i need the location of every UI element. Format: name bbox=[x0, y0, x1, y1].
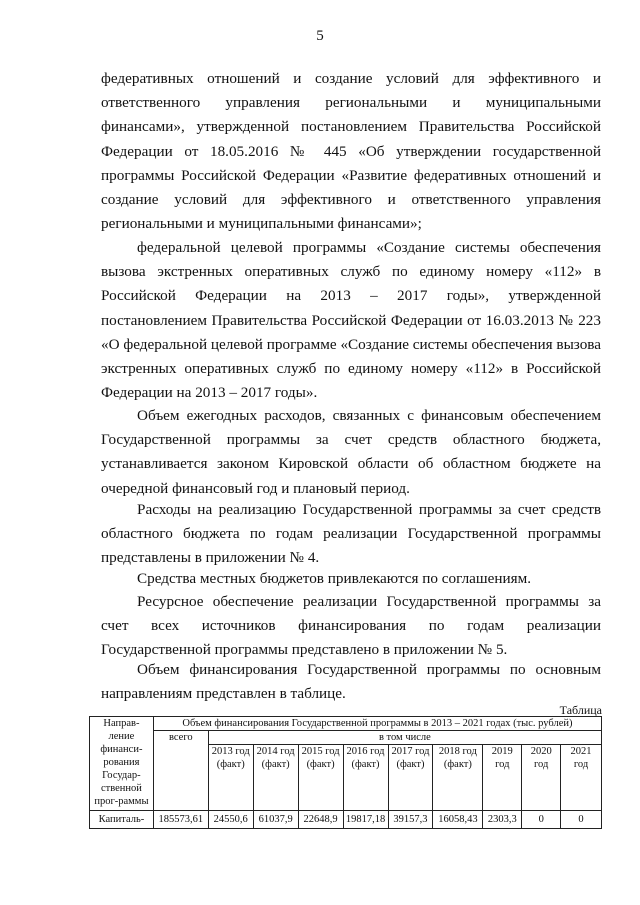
value-cell: 0 bbox=[561, 811, 602, 829]
group-header: Объем финансирования Государственной программы в 2013 – 2021 годах (тыс. рублей) bbox=[153, 717, 601, 731]
direction-header: Направ-ление финанси-рования Государ-ственной прог-раммы bbox=[90, 717, 154, 811]
table-row bbox=[90, 811, 602, 829]
paragraph-112-program: федеральной целевой программы «Создание системы обеспечения вызова экстренных оперативных служб по единому номеру «112» в Российской Федерации на 2013 – 2017 годы», утвержденной постановлением Правительства Российской Федерации от 16.03.2013 № 223 «О федеральной целевой программе «Создание системы обеспечения вызова экстренных оперативных служб по единому номеру «112» в Российской Федерации на 2013 – 2017 годы». bbox=[101, 239, 601, 402]
value-cell: 24550,6 bbox=[208, 811, 253, 829]
value-cell: 2303,3 bbox=[483, 811, 522, 829]
paragraph-financing-volume: Объем финансирования Государственной программы по основным направлениям представлен в таблице. bbox=[101, 661, 601, 703]
total-header: всего bbox=[153, 731, 208, 811]
value-cell: 39157,3 bbox=[388, 811, 433, 829]
table-header-row bbox=[90, 717, 602, 731]
value-cell: 16058,43 bbox=[433, 811, 483, 829]
year-header: 2020 год bbox=[522, 745, 561, 811]
paragraph-regional-budget: Расходы на реализацию Государственной программы за счет средств областного бюджета по годам реализации Государственной программы представлены в приложении № 4. bbox=[101, 501, 601, 567]
paragraph-annual-expenses: Объем ежегодных расходов, связанных с финансовым обеспечением Государственной программы за счет средств областного бюджета, устанавливается законом Кировской области об областном бюджете на очередной финансовый год и плановый период. bbox=[101, 407, 601, 497]
value-cell: 0 bbox=[522, 811, 561, 829]
value-cell: 19817,18 bbox=[343, 811, 388, 829]
value-cell: 22648,9 bbox=[298, 811, 343, 829]
subgroup-header: в том числе bbox=[208, 731, 601, 745]
paragraph-federal-relations: федеративных отношений и создание условий для эффективного и ответственного управления региональными и муниципальными финансами», утвержденной постановлением Правительства Российской Федерации от 18.05.2016 № 445 «Об утверждении государственной программы Российской Федерации «Развитие федеративных отношений и создание условий для эффективного и ответственного управления региональными и муниципальными финансами»; bbox=[101, 70, 601, 233]
paragraph-resource-support: Ресурсное обеспечение реализации Государственной программы за счет всех источников финансирования по годам реализации Государственной программы представлено в приложении № 5. bbox=[101, 593, 601, 659]
year-header: 2015 год (факт) bbox=[298, 745, 343, 811]
year-header: 2018 год (факт) bbox=[433, 745, 483, 811]
table-label: Таблица bbox=[559, 703, 602, 717]
year-header: 2021 год bbox=[561, 745, 602, 811]
value-cell: 61037,9 bbox=[253, 811, 298, 829]
direction-cell: Капиталь- bbox=[90, 811, 154, 829]
table-subheader-row bbox=[90, 731, 602, 745]
year-header: 2016 год (факт) bbox=[343, 745, 388, 811]
year-header: 2014 год (факт) bbox=[253, 745, 298, 811]
page-number: 5 bbox=[316, 28, 324, 44]
financing-table bbox=[89, 716, 602, 829]
year-header: 2017 год (факт) bbox=[388, 745, 433, 811]
year-header: 2019 год bbox=[483, 745, 522, 811]
paragraph-local-budgets: Средства местных бюджетов привлекаются по соглашениям. bbox=[137, 570, 532, 587]
year-header: 2013 год (факт) bbox=[208, 745, 253, 811]
total-cell: 185573,61 bbox=[153, 811, 208, 829]
